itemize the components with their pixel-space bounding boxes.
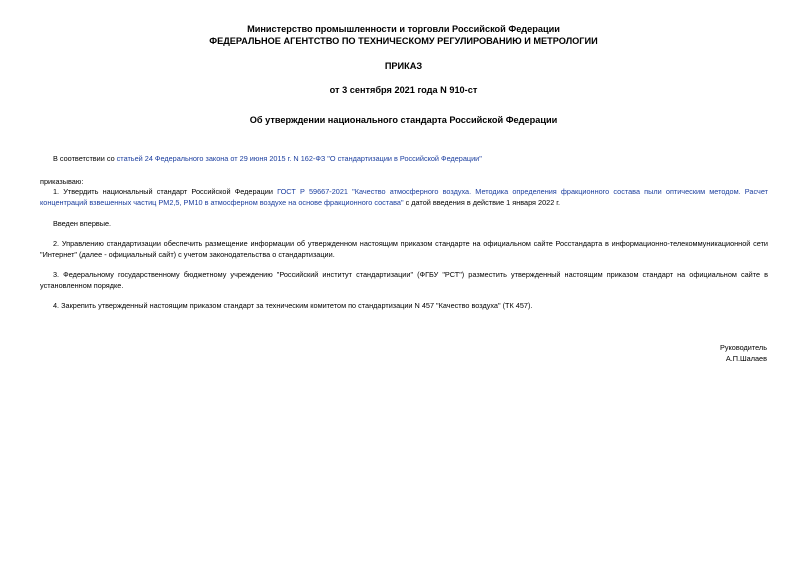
law-link[interactable]: статьей 24 Федерального закона от 29 июня 2015 г. N 162-ФЗ "О стандартизации в Российской Федерации" [116,154,482,163]
document-type: ПРИКАЗ [384,61,423,71]
introduced-note: Введен впервые. [53,219,112,228]
item-3-paragraph: 3. Федеральному государственному бюджетному учреждению "Российский институт стандартизации" (ФГБУ "РСТ") разместить утвержденный настоящим приказом стандарт на официальном сайте в установленном порядке. [40,270,768,290]
item-4-paragraph: 4. Закрепить утвержденный настоящим приказом стандарт за техническим комитетом по стандартизации N 457 "Качество воздуха" (ТК 457). [53,301,533,310]
preamble-prefix: В соответствии со [53,154,117,163]
ministry-name: Министерство промышленности и торговли Российской Федерации [247,24,560,34]
document-subject: Об утверждении национального стандарта Российской Федерации [249,115,558,125]
preamble-paragraph [40,153,768,164]
item-1-suffix: с датой введения в действие 1 января 2022 г. [403,198,561,207]
document-date-number: от 3 сентября 2021 года N 910-ст [329,85,478,95]
item-2-paragraph: 2. Управлению стандартизации обеспечить размещение информации об утвержденном настоящим приказом стандарте на официальном сайте Росстандарта в информационно-телекоммуникационной сети "Интернет" (далее - официальный сайт) с учетом законодательства о стандартизации. [40,239,768,259]
item-1-paragraph [40,186,768,208]
standard-link[interactable]: ГОСТ Р 59667-2021 "Качество атмосферного воздуха. Методика определения фракционного состава пыли оптическим методом. Расчет концентраций взвешенных частиц PM2,5, PM10 в атмосферном воздухе на основе фракционного состава" [40,187,769,207]
signatory-name: А.П.Шалаев [725,354,767,363]
order-word: приказываю: [40,177,84,186]
signatory-title: Руководитель [719,343,767,352]
agency-name: ФЕДЕРАЛЬНОЕ АГЕНТСТВО ПО ТЕХНИЧЕСКОМУ РЕГУЛИРОВАНИЮ И МЕТРОЛОГИИ [209,36,598,46]
item-1-prefix: 1. Утвердить национальный стандарт Российской Федерации [53,187,278,196]
